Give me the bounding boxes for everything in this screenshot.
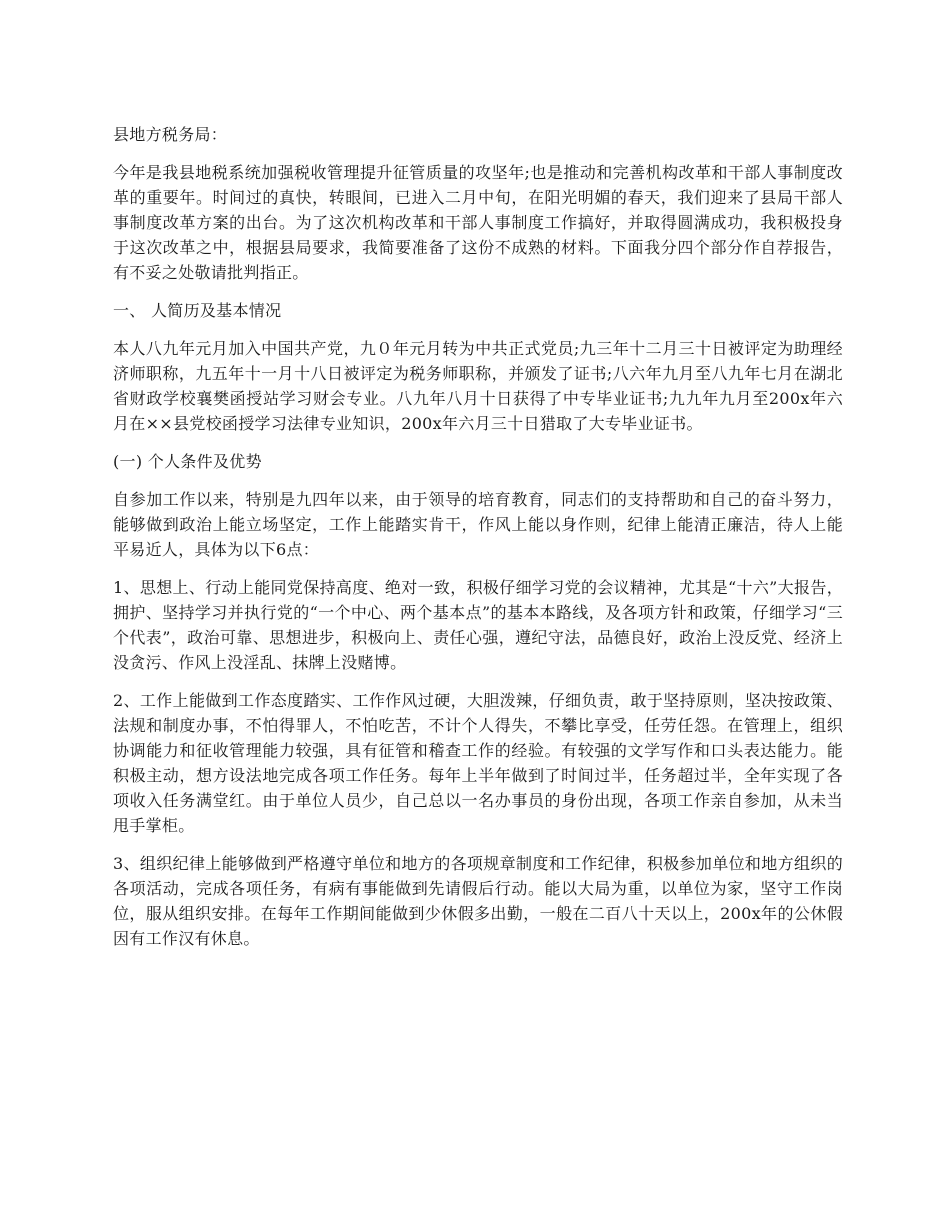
- intro-paragraph: 今年是我县地税系统加强税收管理提升征管质量的攻坚年;也是推动和完善机构改革和干部人事制度改革的重要年。时间过的真快，转眼间，已进入二月中旬，在阳光明媚的春天，我们迎来了县局干部人事制度改革方案的出台。为了这次机构改革和干部人事制度工作搞好，并取得圆满成功，我积极投身于这次改革之中，根据县局要求，我简要准备了这份不成熟的材料。下面我分四个部分作自荐报告，有不妥之处敬请批判指正。: [113, 163, 843, 282]
- point-2-paragraph: 2、工作上能做到工作态度踏实、工作作风过硬，大胆泼辣，仔细负责，敢于坚持原则，坚决按政策、法规和制度办事，不怕得罪人，不怕吃苦，不计个人得失，不攀比享受，任劳任怨。在管理上，组织协调能力和征收管理能力较强，具有征管和稽查工作的经验。有较强的文学写作和口头表达能力。能积极主动，想方设法地完成各项工作任务。每年上半年做到了时间过半，任务超过半，全年实现了各项收入任务满堂红。由于单位人员少，自己总以一名办事员的身份出现，各项工作亲自参加，从未当甩手掌柜。: [113, 691, 843, 835]
- point-3-paragraph: 3、组织纪律上能够做到严格遵守单位和地方的各项规章制度和工作纪律，积极参加单位和地方组织的各项活动，完成各项任务，有病有事能做到先请假后行动。能以大局为重，以单位为家，坚守工作岗位，服从组织安排。在每年工作期间能做到少休假多出勤，一般在二百八十天以上，200x年的公休假因有工作汉有休息。: [113, 854, 843, 948]
- strengths-intro-paragraph: 自参加工作以来，特别是九四年以来，由于领导的培育教育，同志们的支持帮助和自己的奋斗努力，能够做到政治上能立场坚定，工作上能踏实肯干，作风上能以身作则，纪律上能清正廉洁，待人上能平易近人，具体为以下6点：: [113, 490, 843, 559]
- subsection-heading-strengths: (一) 个人条件及优势: [113, 452, 262, 471]
- point-1-paragraph: 1、思想上、行动上能同党保持高度、绝对一致，积极仔细学习党的会议精神，尤其是“十六”大报告，拥护、坚持学习并执行党的“一个中心、两个基本点”的基本本路线，及各项方针和政策，仔细学习“三个代表”，政治可靠、思想进步，积极向上、责任心强，遵纪守法，品德良好，政治上没反党、经济上没贪污、作风上没淫乱、抹牌上没赌博。: [113, 578, 843, 672]
- salutation: 县地方税务局：: [113, 125, 228, 144]
- resume-paragraph: 本人八九年元月加入中国共产党，九０年元月转为中共正式党员;九三年十二月三十日被评定为助理经济师职称，九五年十一月十八日被评定为税务师职称，并颁发了证书;八六年九月至八九年七月在湖北省财政学校襄樊函授站学习财会专业。八九年八月十日获得了中专毕业证书;九九年九月至200x年六月在××县党校函授学习法律专业知识，200x年六月三十日猎取了大专毕业证书。: [113, 339, 843, 433]
- document-page: [113, 122, 843, 964]
- section-heading-resume: 一、 人简历及基本情况: [113, 301, 282, 320]
